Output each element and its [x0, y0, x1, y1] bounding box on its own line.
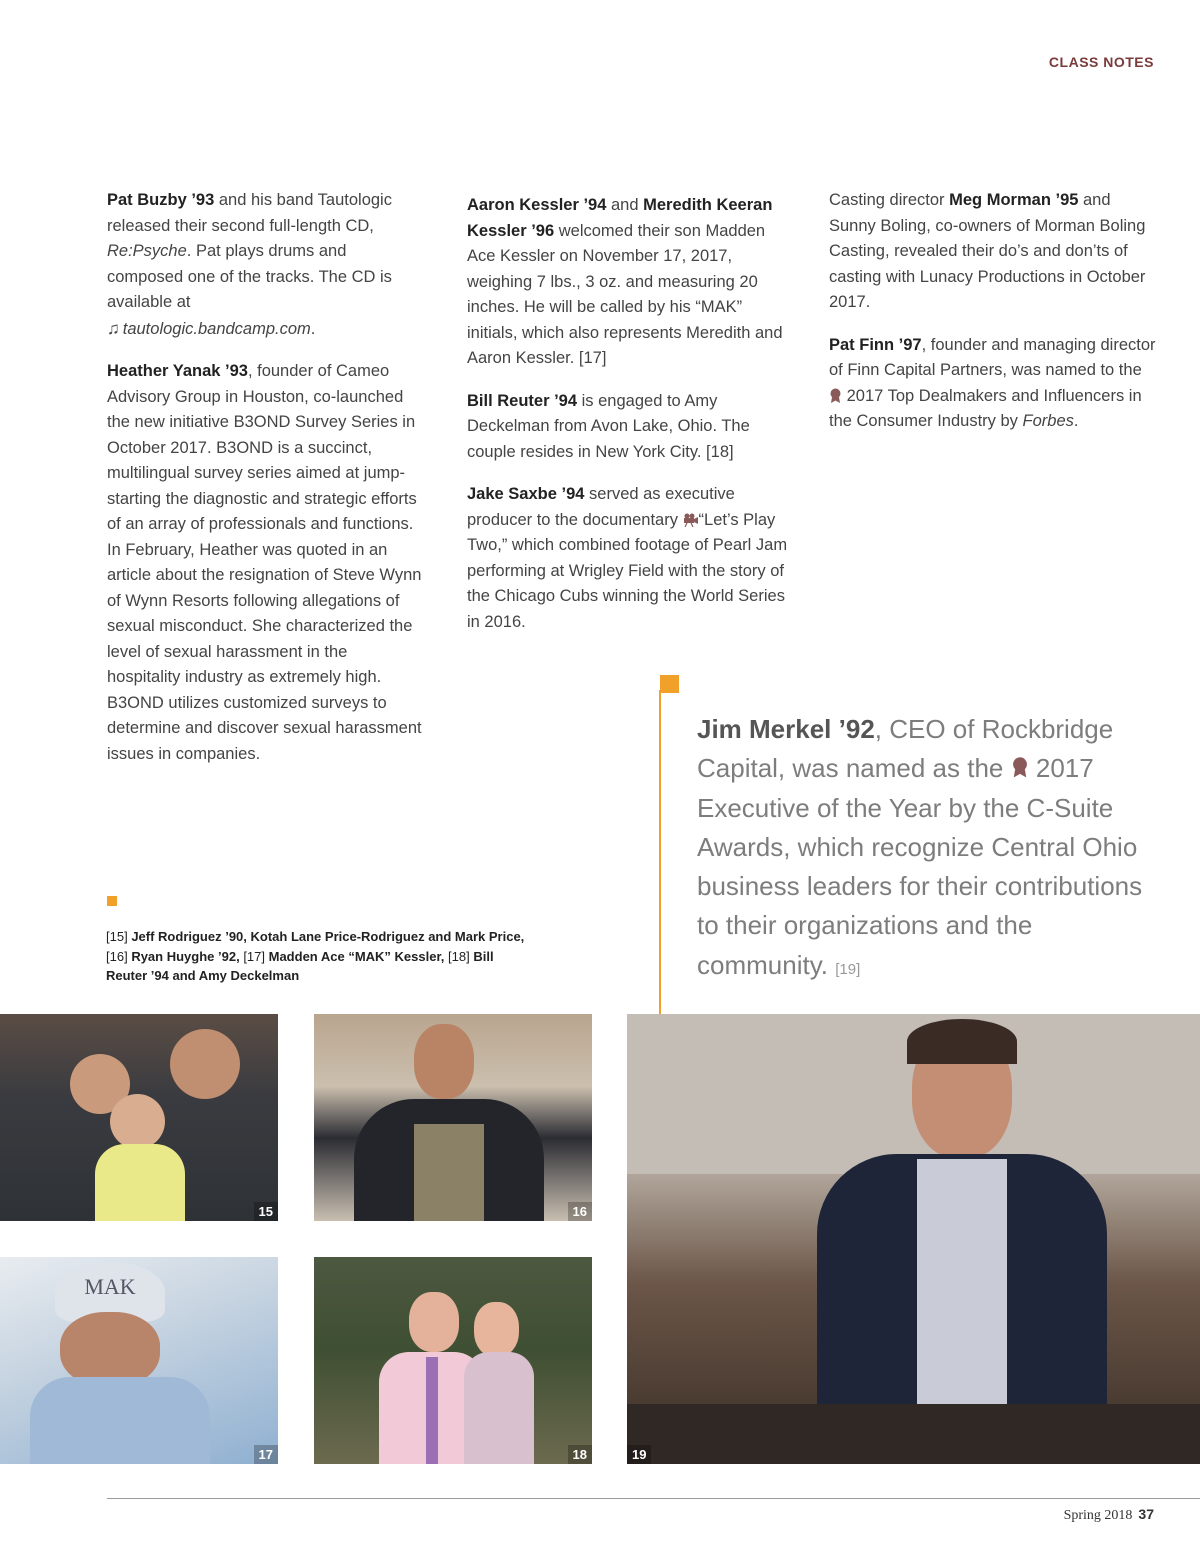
alumni-name: Pat Buzby ’93	[107, 191, 215, 209]
bandcamp-link[interactable]: tautologic.bandcamp.com	[122, 319, 311, 338]
class-note: Jake Saxbe ’94 served as executive producer to the documentary “Let’s Play Two,” which combined footage of Pearl Jam performing at Wrigley Field with the story of the Chicago Cubs winning the World Series in 2016.	[467, 485, 788, 631]
class-note: Heather Yanak ’93, founder of Cameo Advisory Group in Houston, co-launched the new initiative B3OND Survey Series in October 2017. B3OND is a succinct, multilingual survey series aimed at jump-starting the diagnostic and strategic efforts of an array of professionals and functions. In February, Heather was quoted in an article about the resignation of Steve Wynn of Wynn Resorts following allegations of sexual misconduct. She characterized the level of sexual harassment in the hospitality industry as extremely high. B3OND utilizes customized surveys to determine and discover sexual harassment issues in companies.	[107, 362, 422, 763]
class-note: Aaron Kessler ’94 and Meredith Keeran Kessler ’96 welcomed their son Madden Ace Kessler on November 17, 2017, weighing 7 lbs., 3 oz. and measuring 20 inches. He will be called by his “MAK” initials, which also represents Meredith and Aaron Kessler. [17]	[467, 196, 783, 367]
page-number: 37	[1138, 1506, 1154, 1522]
photo-family-with-baby	[0, 1014, 278, 1221]
photo-number: 16	[568, 1202, 592, 1221]
alumni-name: Heather Yanak ’93	[107, 362, 248, 380]
page-footer	[1064, 1506, 1154, 1524]
accent-rule	[659, 690, 661, 1014]
film-camera-icon	[683, 513, 699, 527]
music-note-icon: ♫	[107, 318, 120, 338]
alumni-name: Bill Reuter ’94	[467, 391, 578, 410]
alumni-name: Meredith Keeran Kessler ’96	[467, 196, 773, 240]
publication-name: Forbes	[1022, 412, 1074, 430]
alumni-name: Jim Merkel ’92	[697, 714, 875, 744]
photo-number: 15	[254, 1202, 278, 1221]
photo-man-speaking	[314, 1014, 592, 1221]
column-3	[829, 188, 1159, 452]
accent-square	[660, 675, 679, 693]
footer-rule	[107, 1498, 1200, 1499]
photo-captions: [15] Jeff Rodriguez ’90, Kotah Lane Price-Rodriguez and Mark Price, [16] Ryan Huyghe ’92, [17] Madden Ace “MAK” Kessler, [18] Bill Reuter ’94 and Amy Deckelman	[106, 929, 525, 983]
photo-reference: [19]	[835, 960, 861, 978]
class-note: Pat Buzby ’93 and his band Tautologic released their second full-length CD, Re:Psyche. Pat plays drums and composed one of the tracks. The CD is available at ♫ tautologic.bandcamp.com.	[107, 191, 392, 338]
caption-accent-square	[107, 896, 117, 906]
album-title: Re:Psyche	[107, 242, 187, 260]
photo-number: 17	[254, 1445, 278, 1464]
alumni-name: Pat Finn ’97	[829, 335, 922, 354]
column-1	[107, 188, 425, 784]
award-icon	[829, 388, 842, 403]
award-icon	[1011, 756, 1029, 778]
alumni-name: Aaron Kessler ’94	[467, 196, 607, 214]
alumni-name: Meg Morman ’95	[949, 191, 1079, 209]
baby-hat: MAK	[55, 1262, 165, 1322]
class-note: Bill Reuter ’94 is engaged to Amy Deckelman from Avon Lake, Ohio. The couple resides in New York City. [18]	[467, 391, 750, 461]
photo-newborn-baby	[0, 1257, 278, 1464]
column-2	[467, 193, 792, 652]
issue-label: Spring 2018	[1063, 1508, 1133, 1523]
photo-engaged-couple	[314, 1257, 592, 1464]
photo-jim-merkel	[627, 1014, 1200, 1464]
photo-number: 19	[627, 1445, 651, 1464]
section-label: CLASS NOTES	[1048, 54, 1154, 70]
class-note: Pat Finn ’97, founder and managing director of Finn Capital Partners, was named to the 2017 Top Dealmakers and Influencers in the Consumer Industry by Forbes.	[829, 335, 1156, 430]
photo-number: 18	[568, 1445, 592, 1464]
alumni-name: Jake Saxbe ’94	[467, 485, 585, 503]
class-note: Casting director Meg Morman ’95 and Sunny Boling, co-owners of Morman Boling Casting, revealed their do’s and don’ts of casting with Lunacy Productions in October 2017.	[829, 191, 1146, 311]
pull-quote: Jim Merkel ’92, CEO of Rockbridge Capital, was named as the 2017 Executive of the Year by the C-Suite Awards, which recognize Central Ohio business leaders for their contributions to their organizations and the community. [19]	[697, 714, 1143, 980]
